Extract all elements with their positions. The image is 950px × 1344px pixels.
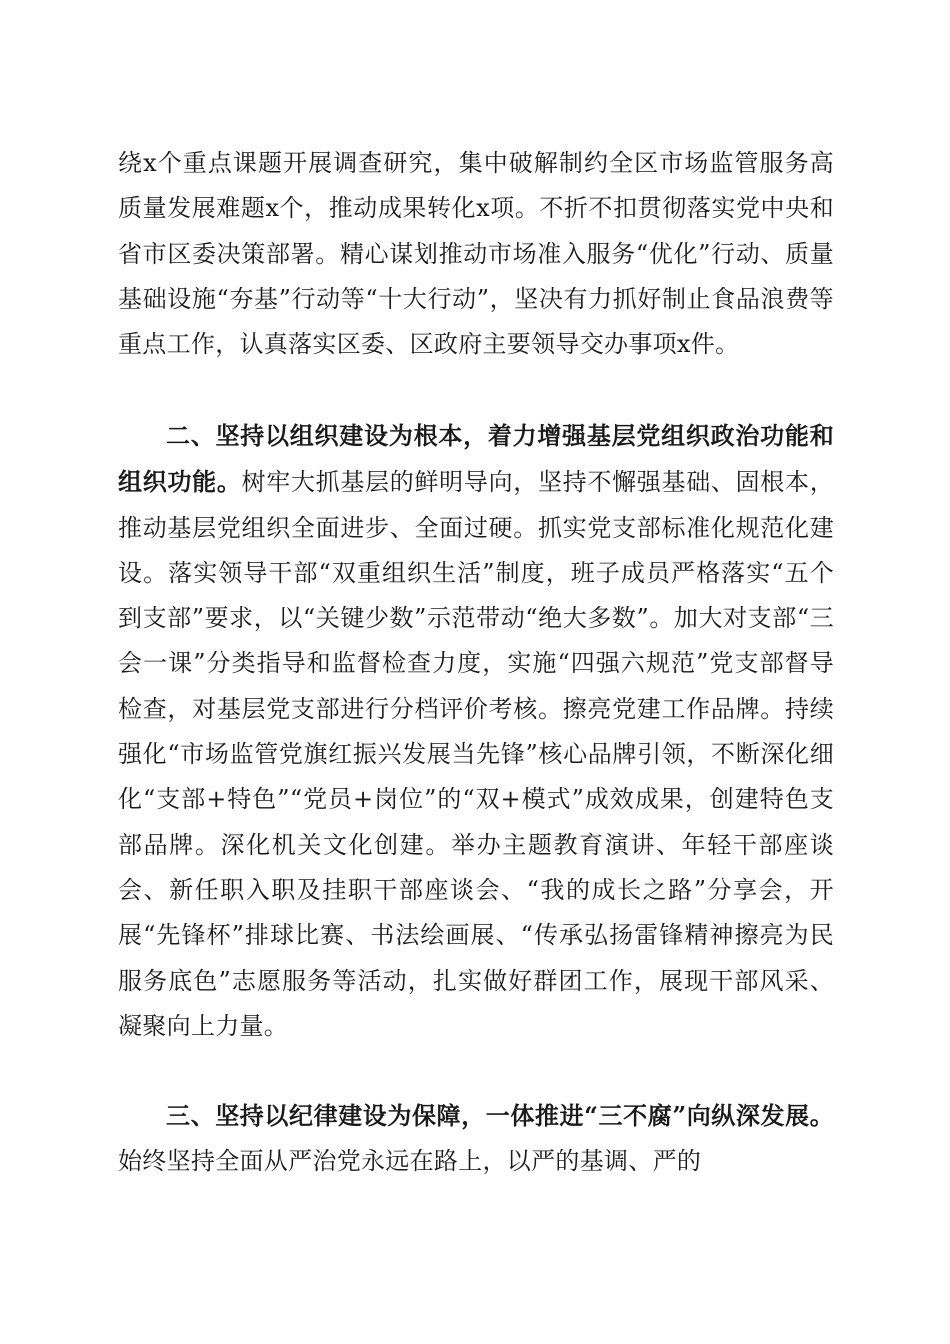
paragraph-body: 树牢大抓基层的鲜明导向，坚持不懈强基础、固根本，推动基层党组织全面进步、全面过硬。抓实党支部标准化规范化建设。落实领导干部“双重组织生活”制度，班子成员严格落实“五个到支部”要求，以“关键少数”示范带动“绝大多数”。加大对支部“三会一课”分类指导和监督检查力度，实施“四强六规范”党支部督导检查，对基层党支部进行分档评价考核。擦亮党建工作品牌。持续强化“市场监管党旗红振兴发展当先锋”核心品牌引领，不断深化细化“支部+特色”“党员+岗位”的“双+模式”成效成果，创建特色支部品牌。深化机关文化创建。举办主题教育演讲、年轻干部座谈会、新任职入职及挂职干部座谈会、“我的成长之路”分享会，开展“先锋杯”排球比赛、书法绘画展、“传承弘扬雷锋精神擦亮为民服务底色”志愿服务等活动，扎实做好群团工作，展现干部风采、凝聚向上力量。: [118, 468, 835, 1040]
paragraph-section-three: [118, 1093, 834, 1185]
paragraph-body: 始终坚持全面从严治党永远在路上，以严的基调、严的: [118, 1147, 702, 1176]
section-heading: 二、坚持以组织建设为根本，着力增强基层党组织政治功能和组织功能。: [118, 421, 834, 497]
paragraph-continuation: [118, 141, 834, 367]
section-heading: 三、坚持以纪律建设为保障，一体推进“三不腐”向纵深发展。: [166, 1101, 834, 1130]
paragraph-section-two: [118, 413, 834, 1049]
paragraph-body: 绕x个重点课题开展调查研究，集中破解制约全区市场监管服务高质量发展难题x个，推动成果转化x项。不折不扣贯彻落实党中央和省市区委决策部署。精心谋划推动市场准入服务“优化”行动、质量基础设施“夯基”行动等“十大行动”，坚决有力抓好制止食品浪费等重点工作，认真落实区委、区政府主要领导交办事项x件。: [118, 149, 834, 359]
